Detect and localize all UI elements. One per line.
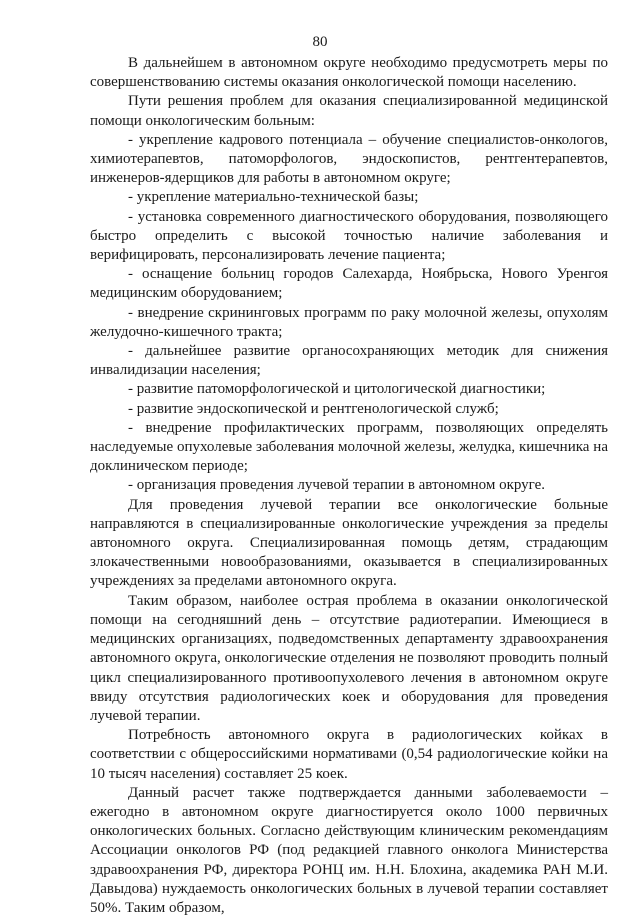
list-item: - дальнейшее развитие органосохраняющих методик для снижения инвалидизации населения;: [90, 343, 608, 379]
list-item: - внедрение профилактических программ, позволяющих определять наследуемые опухолевые заболевания молочной железы, желудка, кишечника на доклиническом периоде;: [90, 419, 608, 475]
list-item: - установка современного диагностического оборудования, позволяющего быстро определить с высокой точностью наличие заболевания и верифицировать, персонализировать лечение пациента;: [90, 208, 608, 264]
list-item: - укрепление кадрового потенциала – обучение специалистов-онкологов, химиотерапевтов, патоморфологов, эндоскопистов, рентгентерапевтов, инженеров-ядерщиков для работы в автономном округе;: [90, 131, 608, 187]
paragraph: Потребность автономного округа в радиологических койках в соответствии с общероссийскими нормативами (0,54 радиологические койки на 10 тысяч населения) составляет 25 коек.: [90, 727, 608, 782]
paragraph: В дальнейшем в автономном округе необходимо предусмотреть меры по совершенствованию системы оказания онкологической помощи населению.: [90, 55, 608, 91]
body-text: [90, 54, 608, 918]
list-item: - организация проведения лучевой терапии в автономном округе.: [128, 477, 546, 494]
paragraph: Пути решения проблем для оказания специализированной медицинской помощи онкологическим больным:: [90, 93, 608, 129]
list-item: - внедрение скрининговых программ по раку молочной железы, опухолям желудочно-кишечного тракта;: [90, 304, 608, 340]
list-item: - развитие эндоскопической и рентгенологической служб;: [128, 400, 499, 417]
list-item: - укрепление материально-технической базы;: [128, 189, 419, 206]
paragraph: Для проведения лучевой терапии все онкологические больные направляются в специализированные онкологические учреждения за пределы автономного округа. Специализированная помощь детям, страдающим злокачественными новообразованиями, оказывается в специализированных учреждениях за пределами автономного округа.: [90, 496, 608, 590]
list-item: - оснащение больниц городов Салехарда, Ноябрьска, Нового Уренгоя медицинским оборудованием;: [90, 266, 608, 302]
list-item: - развитие патоморфологической и цитологической диагностики;: [128, 381, 546, 398]
paragraph: Таким образом, наиболее острая проблема в оказании онкологической помощи на сегодняшний день – отсутствие радиотерапии. Имеющиеся в медицинских организациях, подведомственных департаменту здравоохранения автономного округа, онкологические отделения не позволяют проводить полный цикл специализированного противоопухолевого лечения в автономном округе ввиду отсутствия радиологических коек и оборудования для проведения лучевой терапии.: [90, 592, 608, 724]
page-number: 80: [312, 34, 328, 50]
paragraph: Данный расчет также подтверждается данными заболеваемости – ежегодно в автономном округе диагностируется около 1000 первичных онкологических больных. Согласно действующим клиническим рекомендациям Ассоциации онкологов РФ (под редакцией главного онколога Министерства здравоохранения РФ, директора РОНЦ им. Н.Н. Блохина, академика РАН М.И. Давыдова) нуждаемость онкологических больных в лучевой терапии составляет 50%. Таким образом,: [90, 784, 608, 916]
